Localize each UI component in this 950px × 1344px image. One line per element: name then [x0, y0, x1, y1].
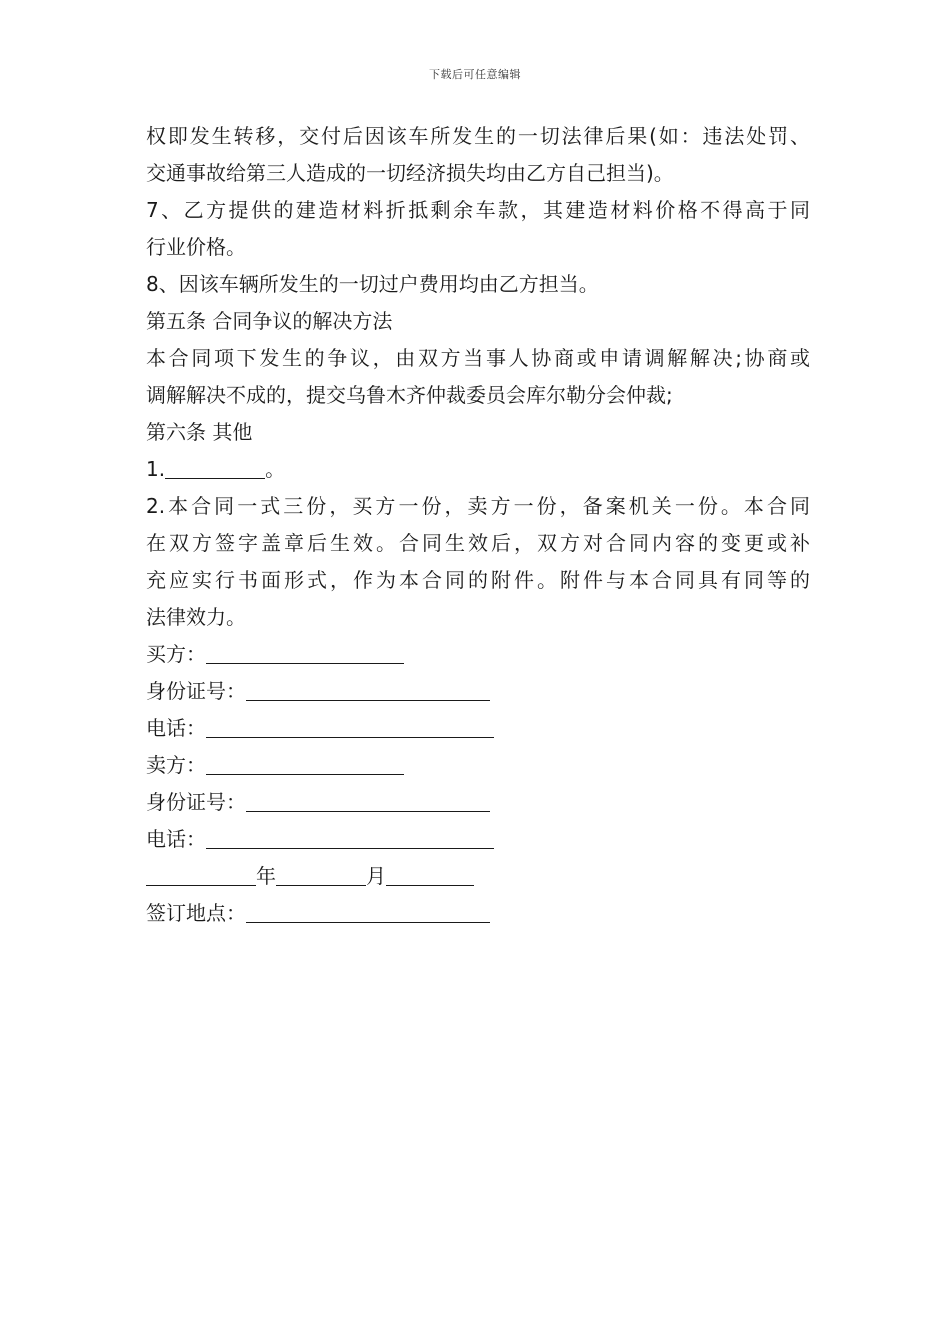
article-6-item-2-line: 法律效力。 — [146, 605, 246, 629]
item-7-line: 7、乙方提供的建造材料折抵剩余车款，其建造材料价格不得高于同 — [146, 198, 810, 222]
contract-body — [146, 118, 810, 932]
buyer-phone-blank[interactable] — [206, 711, 494, 738]
signing-place-row — [146, 895, 810, 932]
buyer-phone-label: 电话： — [146, 716, 206, 740]
seller-row — [146, 747, 810, 784]
article-6-item-2-line: 在双方签字盖章后生效。合同生效后，双方对合同内容的变更或补 — [146, 531, 810, 555]
seller-blank[interactable] — [206, 748, 404, 775]
article-6-title: 第六条 其他 — [146, 420, 253, 444]
article-5-line: 调解解决不成的，提交乌鲁木齐仲裁委员会库尔勒分会仲裁; — [146, 383, 673, 407]
signing-place-label: 签订地点： — [146, 901, 246, 925]
item-1-prefix: 1. — [146, 457, 166, 481]
buyer-id-label: 身份证号： — [146, 679, 246, 703]
item-8: 8、因该车辆所发生的一切过户费用均由乙方担当。 — [146, 272, 599, 296]
seller-id-row — [146, 784, 810, 821]
seller-phone-row — [146, 821, 810, 858]
buyer-id-row — [146, 673, 810, 710]
buyer-label: 买方： — [146, 642, 206, 666]
article-6-item-2-line: 2.本合同一式三份，买方一份，卖方一份，备案机关一份。本合同 — [146, 494, 810, 518]
paragraph-line: 权即发生转移，交付后因该车所发生的一切法律后果(如：违法处罚、 — [146, 124, 810, 148]
seller-label: 卖方： — [146, 753, 206, 777]
seller-id-label: 身份证号： — [146, 790, 246, 814]
year-label: 年 — [256, 864, 276, 888]
buyer-row — [146, 636, 810, 673]
date-row — [146, 858, 810, 895]
seller-phone-blank[interactable] — [206, 822, 494, 849]
paragraph-line: 交通事故给第三人造成的一切经济损失均由乙方自己担当)。 — [146, 161, 674, 185]
signing-place-blank[interactable] — [246, 896, 490, 923]
day-blank[interactable] — [386, 859, 474, 886]
article-5-title: 第五条 合同争议的解决方法 — [146, 309, 393, 333]
buyer-blank[interactable] — [206, 637, 404, 664]
seller-phone-label: 电话： — [146, 827, 206, 851]
item-1-suffix: 。 — [265, 457, 286, 481]
page-header-note: 下载后可任意编辑 — [429, 68, 521, 81]
article-6-item-1 — [146, 451, 810, 488]
item-7-line: 行业价格。 — [146, 235, 246, 259]
item-1-blank[interactable] — [165, 452, 265, 479]
month-label: 月 — [366, 864, 386, 888]
article-6-item-2-line: 充应实行书面形式，作为本合同的附件。附件与本合同具有同等的 — [146, 568, 810, 592]
buyer-id-blank[interactable] — [246, 674, 490, 701]
article-5-line: 本合同项下发生的争议，由双方当事人协商或申请调解解决;协商或 — [146, 346, 810, 370]
year-blank[interactable] — [146, 859, 256, 886]
month-blank[interactable] — [276, 859, 366, 886]
seller-id-blank[interactable] — [246, 785, 490, 812]
buyer-phone-row — [146, 710, 810, 747]
